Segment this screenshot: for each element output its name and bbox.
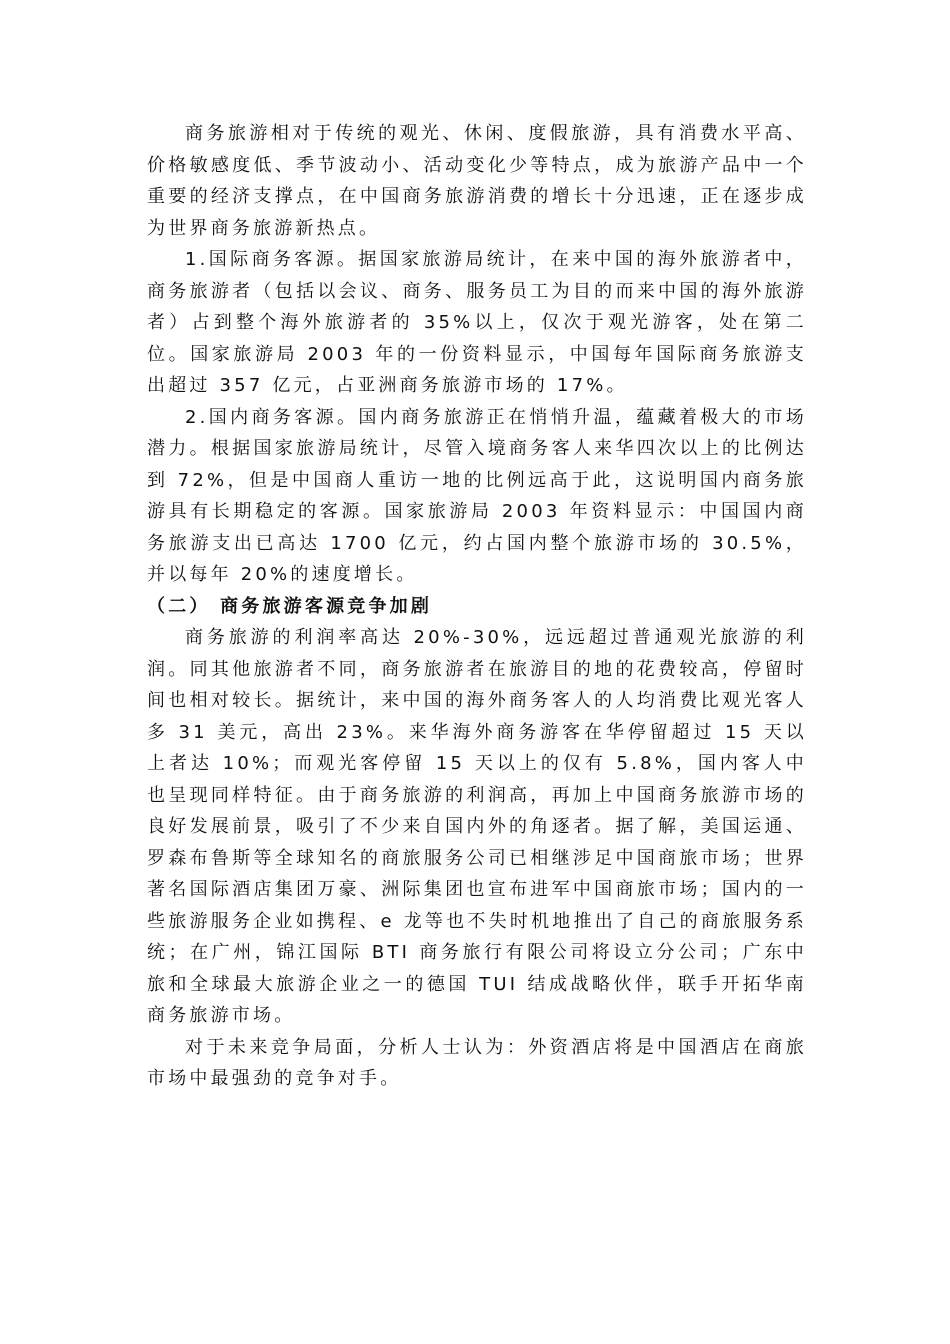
paragraph-intro: 商务旅游相对于传统的观光、休闲、度假旅游，具有消费水平高、价格敏感度低、季节波动小、活动变化少等特点，成为旅游产品中一个重要的经济支撑点，在中国商务旅游消费的增长十分迅速，正在逐步成为世界商务旅游新热点。: [147, 123, 807, 239]
paragraph-international-source: 1.国际商务客源。据国家旅游局统计，在来中国的海外旅游者中，商务旅游者（包括以会议、商务、服务员工为目的而来中国的海外旅游者）占到整个海外旅游者的 35%以上，仅次于观光游客，处在第二位。国家旅游局 2003 年的一份资料显示，中国每年国际商务旅游支出超过 357 亿元，占亚洲商务旅游市场的 17%。: [147, 249, 807, 396]
document-page: [147, 118, 807, 1095]
paragraph-conclusion: 对于未来竞争局面，分析人士认为：外资酒店将是中国酒店在商旅市场中最强劲的竞争对手。: [147, 1036, 807, 1089]
paragraph-competition: 商务旅游的利润率高达 20%-30%，远远超过普通观光旅游的利润。同其他旅游者不同，商务旅游者在旅游目的地的花费较高，停留时间也相对较长。据统计，来中国的海外商务客人的人均消费比观光客人多 31 美元，高出 23%。来华海外商务游客在华停留超过 15 天以上者达 10%；而观光客停留 15 天以上的仅有 5.8%，国内客人中也呈现同样特征。由于商务旅游的利润高，再加上中国商务旅游市场的良好发展前景，吸引了不少来自国内外的角逐者。据了解，美国运通、罗森布鲁斯等全球知名的商旅服务公司已相继涉足中国商旅市场；世界著名国际酒店集团万豪、洲际集团也宣布进军中国商旅市场；国内的一些旅游服务企业如携程、e 龙等也不失时机地推出了自己的商旅服务系统；在广州，锦江国际 BTI 商务旅行有限公司将设立分公司；广东中旅和全球最大旅游企业之一的德国 TUI 结成战略伙伴，联手开拓华南商务旅游市场。: [147, 627, 807, 1026]
section-heading: （二） 商务旅游客源竞争加剧: [147, 595, 433, 617]
paragraph-domestic-source: 2.国内商务客源。国内商务旅游正在悄悄升温，蕴藏着极大的市场潜力。根据国家旅游局统计，尽管入境商务客人来华四次以上的比例达到 72%，但是中国商人重访一地的比例远高于此，这说明国内商务旅游具有长期稳定的客源。国家旅游局 2003 年资料显示：中国国内商务旅游支出已高达 1700 亿元，约占国内整个旅游市场的 30.5%，并以每年 20%的速度增长。: [147, 406, 807, 585]
